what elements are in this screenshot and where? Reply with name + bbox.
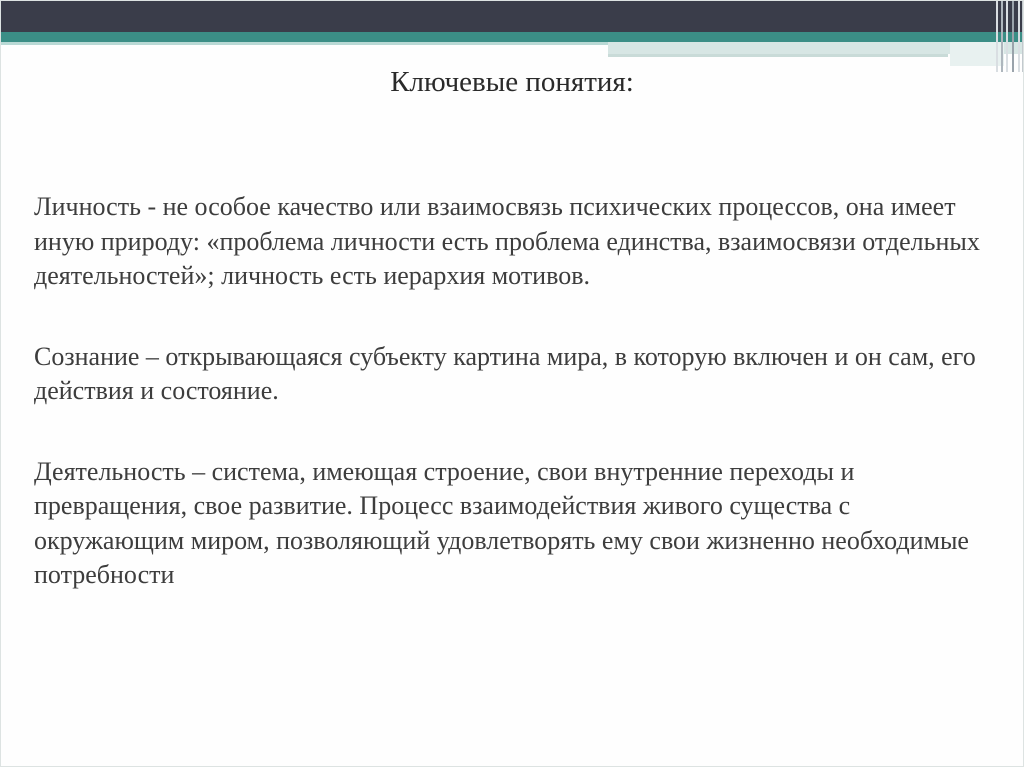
definition-personality: Личность - не особое качество или взаимосвязь психических процессов, она имеет иную природу: «проблема личности есть проблема единства, взаимосвязи отдельных деятельностей»; личность есть иерархия мотивов. — [34, 192, 980, 290]
header-teal-band — [0, 32, 1024, 42]
header-grey-line — [608, 54, 948, 57]
slide-title: Ключевые понятия: — [390, 66, 634, 98]
header-dark-band — [0, 0, 1024, 32]
slide-body — [34, 190, 994, 593]
definition-consciousness: Сознание – открывающаяся субъекту картина мира, в которую включен и он сам, его действия и состояние. — [34, 341, 976, 405]
definition-activity: Деятельность – система, имеющая строение, свои внутренние переходы и превращения, свое развитие. Процесс взаимодействия живого существа с окружающим миром, позволяющий удовлетворять ему свои жизненно необходимые потребности — [34, 456, 969, 589]
header-teal-line — [0, 42, 608, 45]
